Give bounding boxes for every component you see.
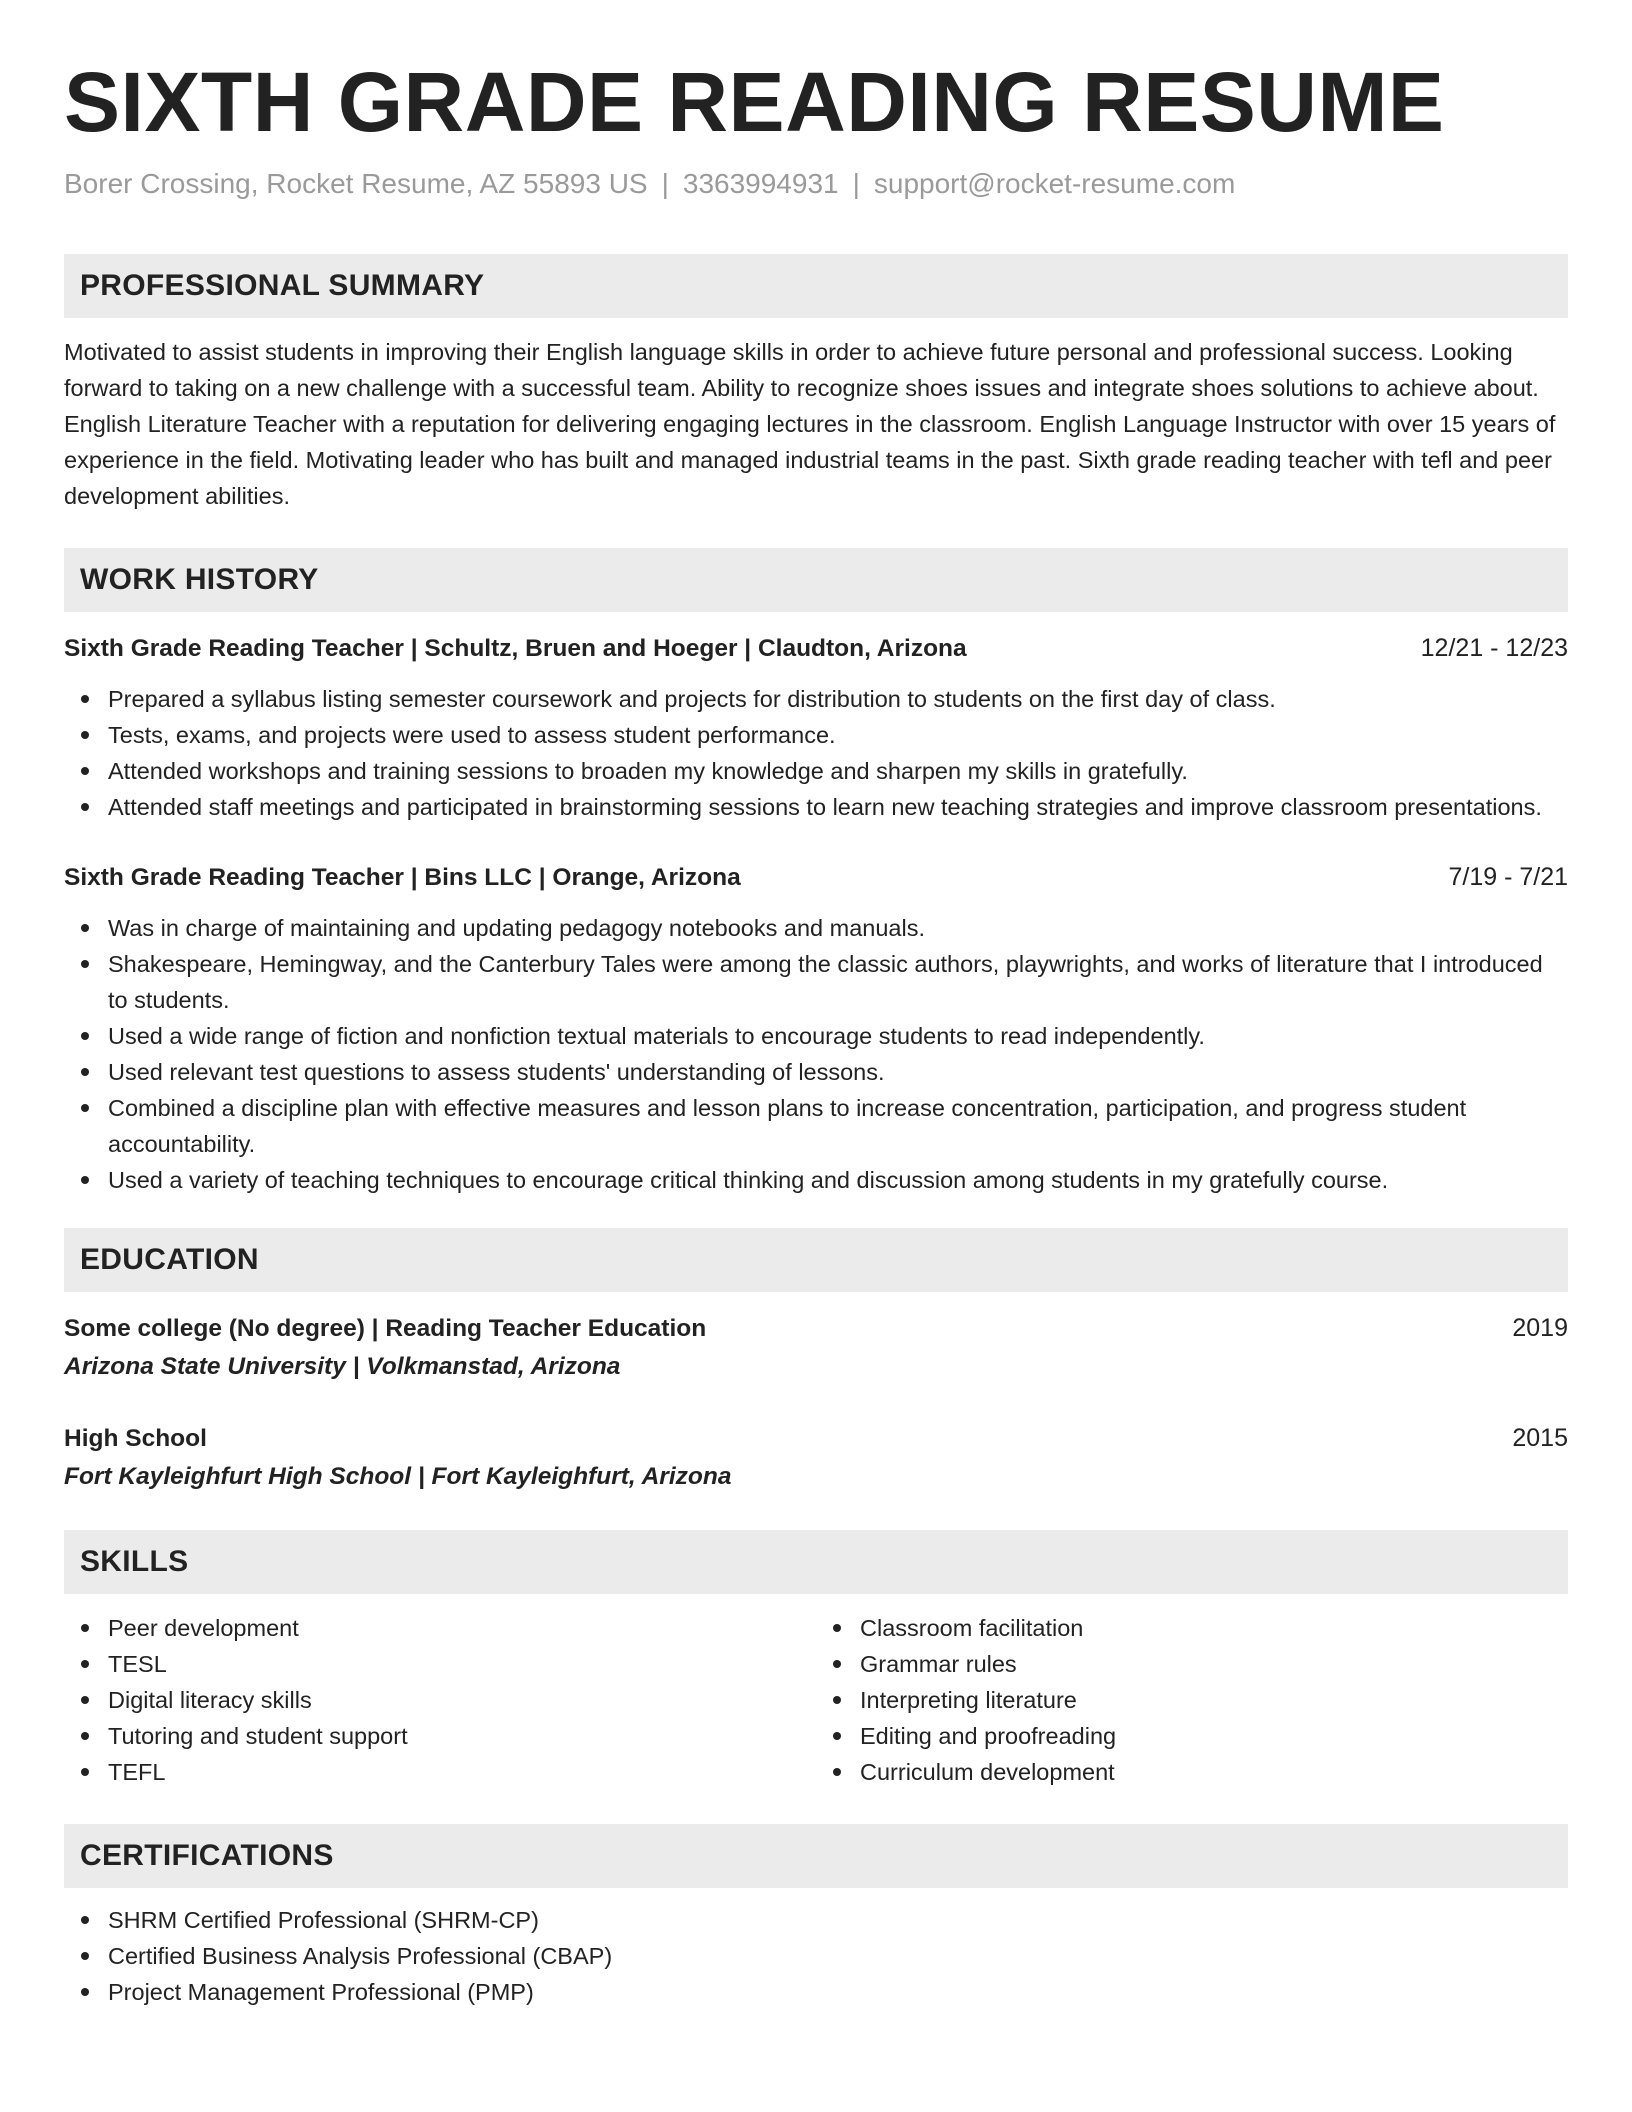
job-dates: 7/19 - 7/21	[1448, 863, 1568, 891]
job-bullets	[64, 681, 1568, 825]
list-item: Certified Business Analysis Professional (CBAP)	[108, 1938, 1568, 1974]
contact-separator: |	[852, 168, 860, 199]
list-item: Grammar rules	[860, 1646, 1568, 1682]
education-entry	[64, 1310, 1568, 1386]
section-heading-education: EDUCATION	[64, 1228, 1568, 1292]
education-school: Arizona State University | Volkmanstad, Arizona	[64, 1353, 621, 1380]
list-item: Prepared a syllabus listing semester coursework and projects for distribution to students on the first day of class.	[108, 681, 1568, 717]
skills-column-left	[64, 1594, 816, 1790]
section-heading-skills: SKILLS	[64, 1530, 1568, 1594]
certifications-list	[64, 1902, 1568, 2010]
skills-column-right	[816, 1594, 1568, 1790]
education-school: Fort Kayleighfurt High School | Fort Kayleighfurt, Arizona	[64, 1463, 732, 1490]
list-item: Project Management Professional (PMP)	[108, 1974, 1568, 2010]
list-item: Used a wide range of fiction and nonfiction textual materials to encourage students to read independently.	[108, 1018, 1568, 1054]
list-item: Curriculum development	[860, 1754, 1568, 1790]
contact-email: support@rocket-resume.com	[873, 168, 1236, 199]
list-item: TEFL	[108, 1754, 816, 1790]
education-year: 2015	[1512, 1424, 1568, 1452]
list-item: Tests, exams, and projects were used to assess student performance.	[108, 717, 1568, 753]
list-item: Interpreting literature	[860, 1682, 1568, 1718]
job-bullets	[64, 910, 1568, 1198]
skills-list	[816, 1610, 1568, 1790]
skills-list	[64, 1610, 816, 1790]
list-item: Used a variety of teaching techniques to encourage critical thinking and discussion among students in my gratefully course.	[108, 1162, 1568, 1198]
list-item: TESL	[108, 1646, 816, 1682]
job-dates: 12/21 - 12/23	[1420, 634, 1568, 662]
job-title: Sixth Grade Reading Teacher | Schultz, Bruen and Hoeger | Claudton, Arizona	[64, 635, 967, 662]
job-title: Sixth Grade Reading Teacher | Bins LLC | Orange, Arizona	[64, 864, 741, 891]
list-item: Was in charge of maintaining and updating pedagogy notebooks and manuals.	[108, 910, 1568, 946]
contact-phone: 3363994931	[682, 168, 839, 199]
skills-grid	[64, 1594, 1568, 1790]
education-entry	[64, 1420, 1568, 1496]
list-item: SHRM Certified Professional (SHRM-CP)	[108, 1902, 1568, 1938]
job-entry	[64, 859, 1568, 1198]
education-degree: Some college (No degree) | Reading Teacher Education	[64, 1315, 707, 1342]
contact-line	[64, 166, 1568, 202]
education-year: 2019	[1512, 1314, 1568, 1342]
list-item: Shakespeare, Hemingway, and the Canterbury Tales were among the classic authors, playwrights, and works of literature that I introduced to students.	[108, 946, 1568, 1018]
list-item: Digital literacy skills	[108, 1682, 816, 1718]
section-heading-certifications: CERTIFICATIONS	[64, 1824, 1568, 1888]
section-heading-work: WORK HISTORY	[64, 548, 1568, 612]
list-item: Tutoring and student support	[108, 1718, 816, 1754]
summary-text: Motivated to assist students in improving their English language skills in order to achieve future personal and professional success. Looking forward to taking on a new challenge with a successful team. Ability to recognize shoes issues and integrate shoes solutions to achieve about. English Literature Teacher with a reputation for delivering engaging lectures in the classroom. English Language Instructor with over 15 years of experience in the field. Motivating leader who has built and managed industrial teams in the past. Sixth grade reading teacher with tefl and peer development abilities.	[64, 339, 1556, 509]
section-heading-summary: PROFESSIONAL SUMMARY	[64, 254, 1568, 318]
contact-separator: |	[661, 168, 669, 199]
list-item: Editing and proofreading	[860, 1718, 1568, 1754]
list-item: Attended staff meetings and participated in brainstorming sessions to learn new teaching strategies and improve classroom presentations.	[108, 789, 1568, 825]
resume-title: SIXTH GRADE READING RESUME	[64, 55, 1445, 149]
job-entry	[64, 630, 1568, 825]
list-item: Combined a discipline plan with effective measures and lesson plans to increase concentration, participation, and progress student accountability.	[108, 1090, 1568, 1162]
education-degree: High School	[64, 1425, 207, 1452]
contact-address: Borer Crossing, Rocket Resume, AZ 55893 US	[64, 168, 648, 199]
list-item: Attended workshops and training sessions to broaden my knowledge and sharpen my skills in gratefully.	[108, 753, 1568, 789]
list-item: Peer development	[108, 1610, 816, 1646]
list-item: Used relevant test questions to assess students' understanding of lessons.	[108, 1054, 1568, 1090]
list-item: Classroom facilitation	[860, 1610, 1568, 1646]
